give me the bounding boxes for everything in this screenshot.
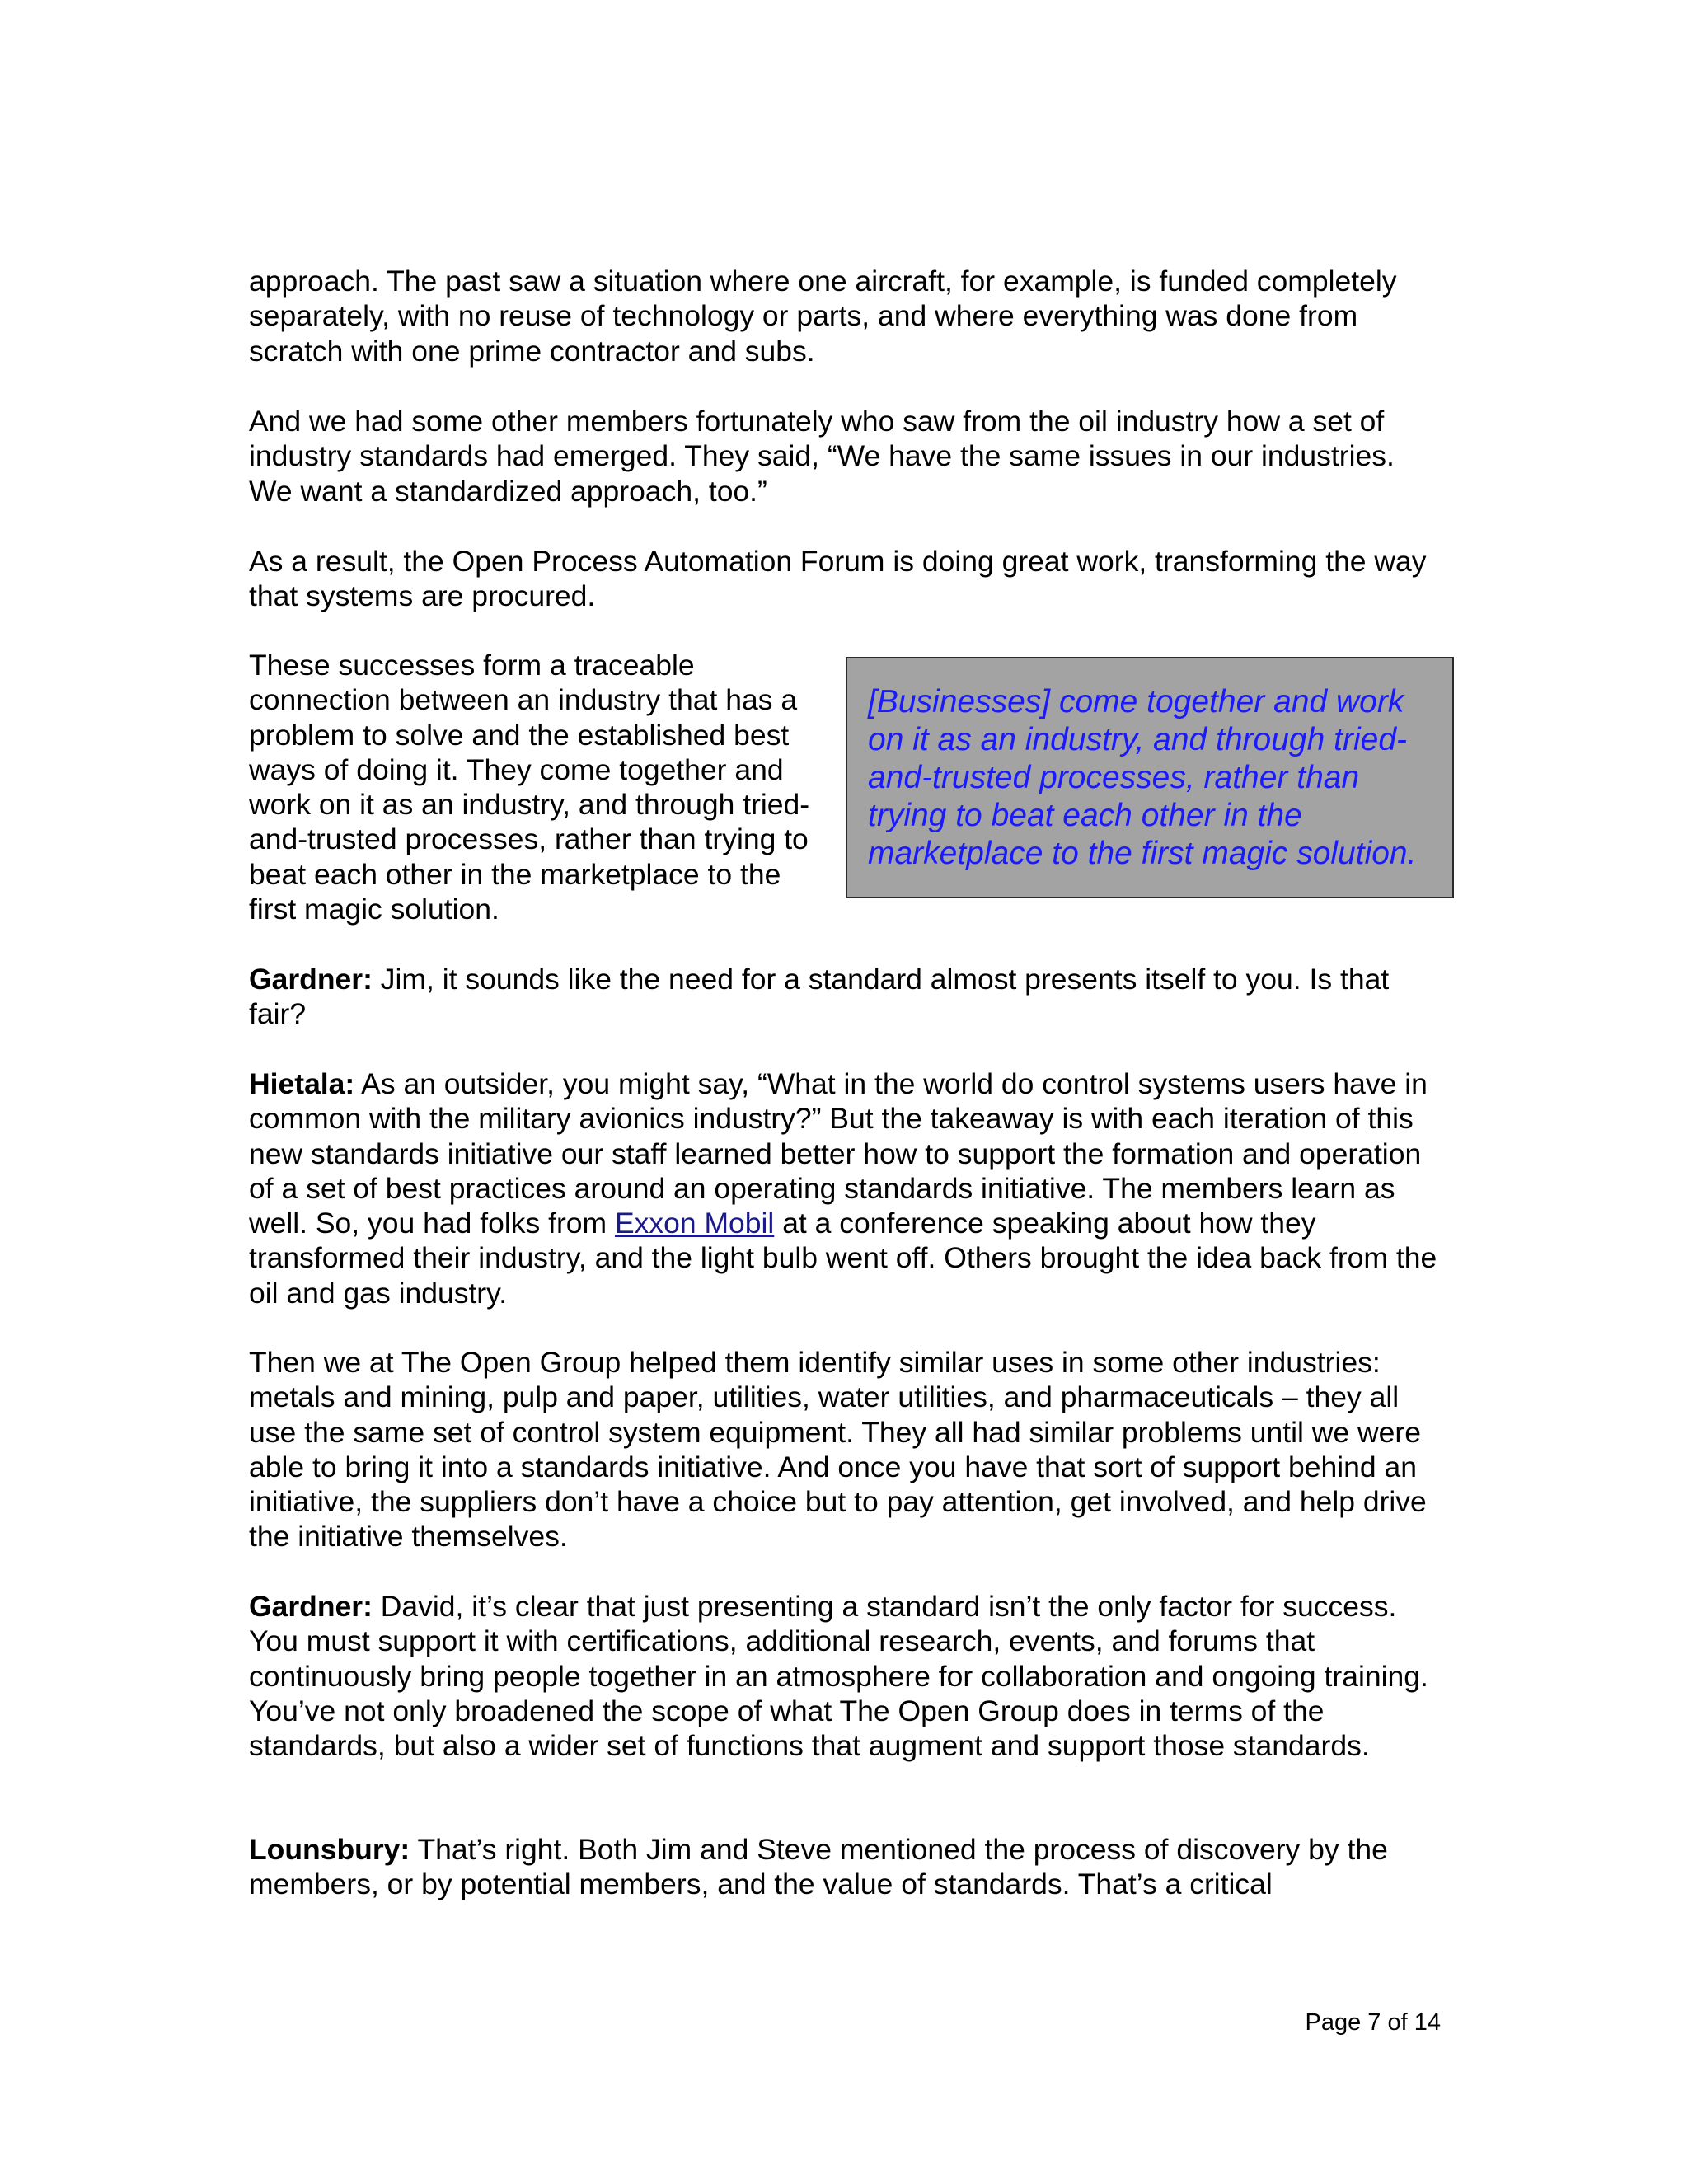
speaker-label: Gardner: (249, 963, 373, 996)
paragraph-successes: These successes form a traceable connection between an industry that has a problem to solve and the established best ways of doing it. They come together and work on it as an industry, and through tried-and-trusted processes, rather than trying to beat each other in the marketplace to the first magic solution. (249, 649, 810, 926)
paragraph-open-group-industries: Then we at The Open Group helped them identify similar uses in some other industries: metals and mining, pulp and paper, utilities, water utilities, and pharmaceuticals – they all use the same set of control system equipment. They all had similar problems until we were able to bring it into a standards initiative. And once you have that sort of support behind an initiative, the suppliers don’t have a choice but to pay attention, get involved, and help drive the initiative themselves. (249, 1346, 1427, 1554)
paragraph-approach: approach. The past saw a situation where one aircraft, for example, is funded completely separately, with no reuse of technology or parts, and where everything was done from scratch with one prime contractor and subs. (249, 265, 1397, 368)
paragraph-gardner-jim (249, 962, 1444, 1032)
paragraph-opaf: As a result, the Open Process Automation Forum is doing great work, transforming the way that systems are procured. (249, 545, 1427, 613)
speaker-label: Lounsbury: (249, 1833, 410, 1866)
paragraph-gardner-david (249, 1589, 1444, 1763)
speaker-label: Gardner: (249, 1590, 373, 1623)
speaker-label: Hietala: (249, 1067, 355, 1100)
exxon-mobil-link[interactable]: Exxon Mobil (614, 1207, 775, 1240)
page-number: Page 7 of 14 (1305, 2009, 1441, 2036)
speaker-text: Jim, it sounds like the need for a standard almost presents itself to you. Is that fair? (249, 963, 1390, 1031)
speaker-text: As an outsider, you might say, “What in the world do control systems users have in common with the military avionics industry?” But the takeaway is with each iteration of this new standards initiative our staff learned better how to support the formation and operation of a set of best practices around an operating standards initiative. The members learn as well. So, you had folks from (249, 1067, 1428, 1240)
speaker-text: That’s right. Both Jim and Steve mentioned the process of discovery by the members, or by potential members, and the value of standards. That’s a critical (249, 1833, 1388, 1901)
speaker-text-continued: at a conference speaking about how they transformed their industry, and the light bulb went off. Others brought the idea back from the oil and gas industry. (249, 1207, 1437, 1310)
paragraph-lounsbury (249, 1832, 1444, 1902)
pull-quote-box (846, 657, 1454, 898)
paragraph-oil-industry: And we had some other members fortunately who saw from the oil industry how a set of industry standards had emerged. They said, “We have the same issues in our industries. We want a standardized approach, too.” (249, 405, 1395, 508)
speaker-text: David, it’s clear that just presenting a standard isn’t the only factor for success. You must support it with certifications, additional research, events, and forums that continuously bring people together in an atmosphere for collaboration and ongoing training. You’ve not only broadened the scope of what The Open Group does in terms of the standards, but also a wider set of functions that augment and support those standards. (249, 1590, 1428, 1763)
pull-quote-text: [Businesses] come together and work on it as an industry, and through tried-and-trusted processes, rather than trying to beat each other in the marketplace to the first magic solution. (868, 684, 1417, 871)
paragraph-hietala (249, 1066, 1444, 1310)
